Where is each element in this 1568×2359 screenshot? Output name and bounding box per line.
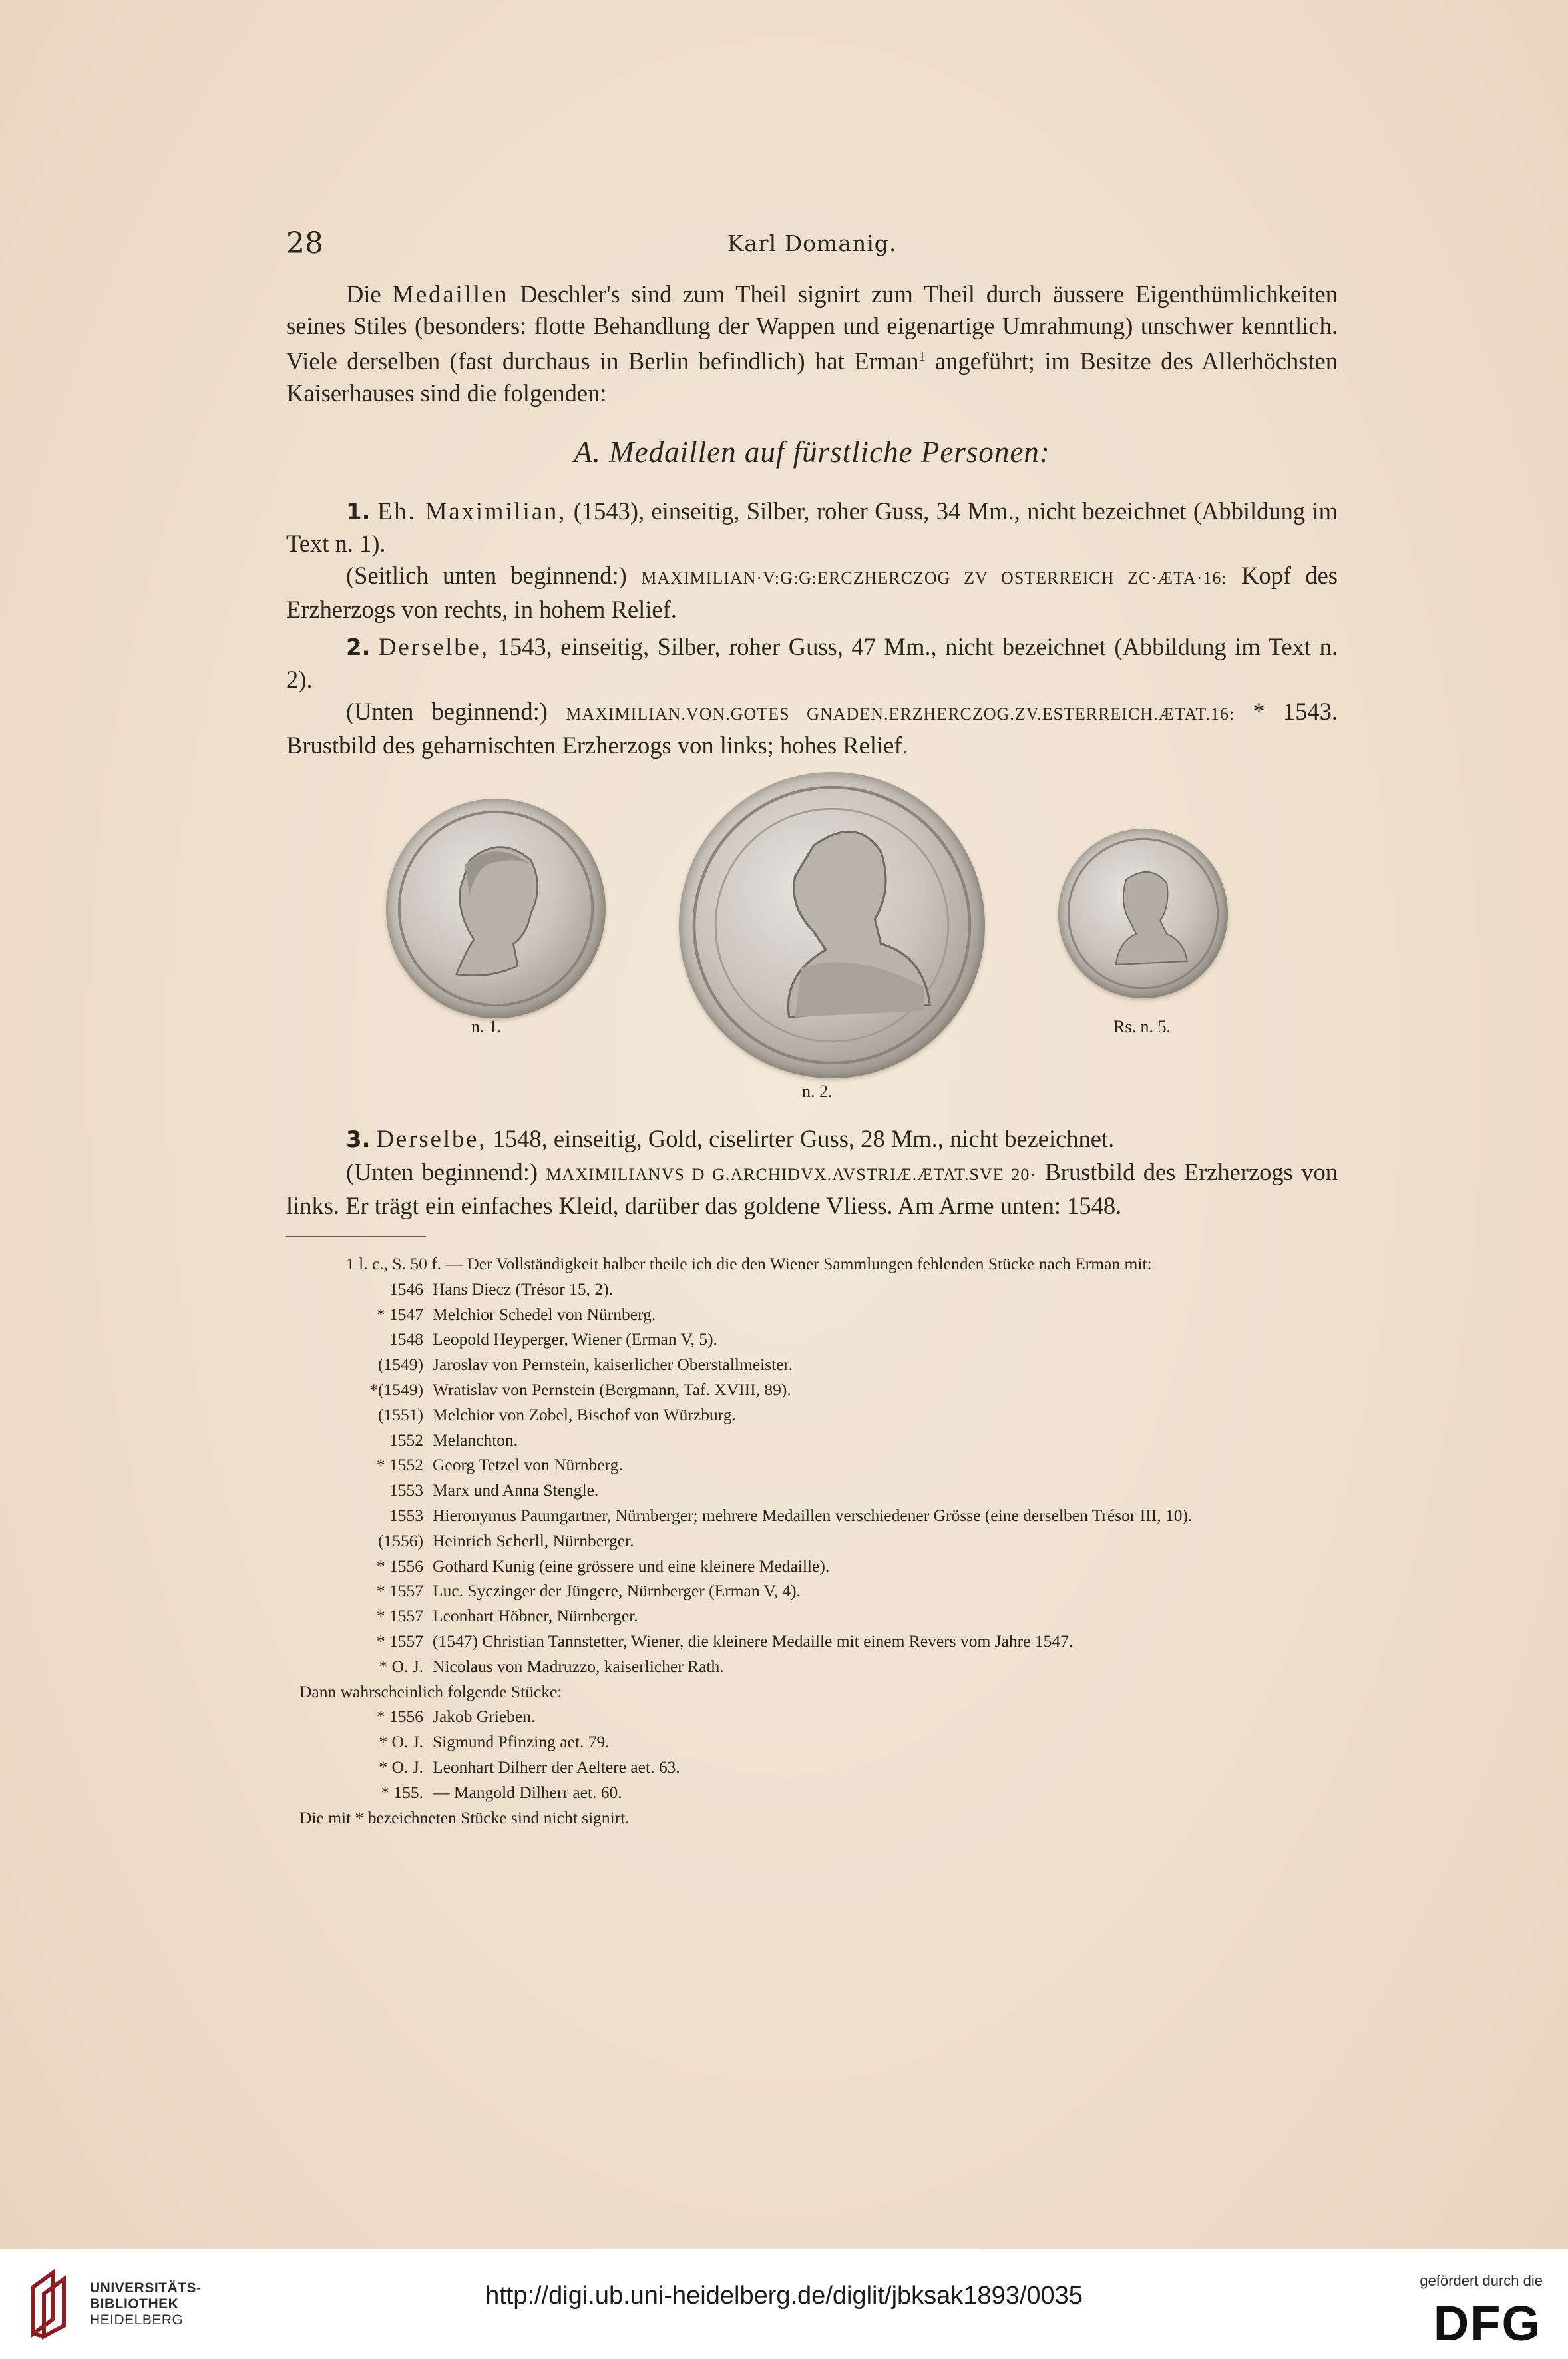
entry-2: 2. Derselbe, 1543, einseitig, Silber, roher Guss, 47 Mm., nicht bezeichnet (Abbildung im Text n. 2). <box>286 632 1338 694</box>
footnote-item-year: (1549) <box>378 1355 423 1375</box>
footnote-item-text: Leonhart Dilherr der Aeltere aet. 63. <box>433 1757 680 1777</box>
footnote-item <box>299 1629 1338 1654</box>
footnote-item-year: * 1556 <box>376 1556 423 1576</box>
footnote-item-text: Marx und Anna Stengle. <box>433 1480 599 1500</box>
footnote-item-year: * O. J. <box>379 1732 423 1752</box>
digitization-footer <box>0 2249 1568 2359</box>
footnote-item <box>299 1352 1338 1377</box>
footnote-item-year: * 1557 <box>376 1606 423 1626</box>
caption-n2: n. 2. <box>802 1082 833 1101</box>
caption-rs-n5: Rs. n. 5. <box>1113 1017 1171 1036</box>
footnote-item-text: Sigmund Pfinzing aet. 79. <box>433 1732 610 1752</box>
source-url[interactable]: http://digi.ub.uni-heidelberg.de/diglit/jbksak1893/0035 <box>485 2282 1083 2310</box>
footnote-item-text: Leonhart Höbner, Nürnberger. <box>433 1606 638 1626</box>
body-text <box>286 278 1338 761</box>
footnote-item <box>299 1654 1338 1679</box>
dfg-logo: DFG <box>1433 2296 1541 2351</box>
footnote-item <box>299 1478 1338 1503</box>
footnote-item <box>299 1554 1338 1579</box>
footnote-item-year: * 1557 <box>376 1581 423 1601</box>
footnote-item <box>299 1302 1338 1327</box>
footnote-item <box>299 1528 1338 1554</box>
footnote-item-text: (1547) Christian Tannstetter, Wiener, die kleinere Medaille mit einem Revers vom Jahre 1547. <box>433 1631 1074 1651</box>
footnote-item-year: * O. J. <box>379 1757 423 1777</box>
medal-rs-n5-image <box>1058 829 1228 998</box>
entry-2-legend: (Unten beginnend:) MAXIMILIAN.VON.GOTES GNADEN.ERZHERCZOG.ZV.ESTERREICH.ÆTAT.16: * 1543. Brustbild des geharnischten Erzherzogs von links; hohes Relief. <box>286 697 1338 759</box>
page-header <box>286 226 1338 266</box>
medal-figure <box>286 772 1338 1118</box>
page-number: 28 <box>286 226 323 260</box>
footnote-item <box>299 1377 1338 1402</box>
entry-3: 3. Derselbe, 1548, einseitig, Gold, ciselirter Guss, 28 Mm., nicht bezeichnet. <box>346 1125 1115 1153</box>
footnote-item <box>299 1780 1338 1805</box>
footnote-item-year: *(1549) <box>369 1379 423 1399</box>
footnote-item-text: Wratislav von Pernstein (Bergmann, Taf. XVIII, 89). <box>433 1379 791 1399</box>
running-head: Karl Domanig. <box>727 230 897 256</box>
footnote-item-year: * O. J. <box>379 1656 423 1676</box>
footnote-item <box>299 1704 1338 1729</box>
library-name: UNIVERSITÄTS- BIBLIOTHEK HEIDELBERG <box>90 2280 202 2328</box>
footnote-item-year: 1553 <box>389 1480 423 1500</box>
footnote-item-year: (1551) <box>378 1404 423 1424</box>
footnote-item-text: Melanchton. <box>433 1430 518 1450</box>
footnote-item-text: Hieronymus Paumgartner, Nürnberger; mehrere Medaillen verschiedener Grösse (eine derselben Trésor III, 10). <box>433 1505 1193 1525</box>
section-title: A. Medaillen auf fürstliche Personen: <box>574 435 1050 469</box>
footnote-item-year: 1552 <box>389 1430 423 1450</box>
footnote-item-text: Melchior von Zobel, Bischof von Würzburg. <box>433 1404 736 1424</box>
footnote-item <box>299 1428 1338 1453</box>
footnote-item-year: (1556) <box>378 1530 423 1550</box>
footnote-item-text: Melchior Schedel von Nürnberg. <box>433 1304 656 1324</box>
footnote-item <box>299 1327 1338 1352</box>
footnote-list <box>299 1277 1338 1679</box>
footnote-item <box>299 1452 1338 1478</box>
medal-n1-image <box>386 799 606 1018</box>
entry-3-legend: (Unten beginnend:) MAXIMILIANVS D G.ARCHIDVX.AVSTRIÆ.ÆTAT.SVE 20· Brustbild des Erzherzogs von links. Er trägt ein einfaches Kleid, darüber das goldene Vliess. Am Arme unten: 1548. <box>286 1158 1338 1219</box>
footnotes <box>299 1251 1338 1830</box>
footnote-item <box>299 1503 1338 1528</box>
portrait-head-right-icon <box>386 799 606 1018</box>
footnote-item-year: * 1547 <box>376 1304 423 1324</box>
footnote-item-year: * 1557 <box>376 1631 423 1651</box>
footnote-item-year: 1553 <box>389 1505 423 1525</box>
caption-n1: n. 1. <box>471 1017 502 1036</box>
footnote-item-text: Hans Diecz (Trésor 15, 2). <box>433 1279 613 1299</box>
footnote-item <box>299 1578 1338 1604</box>
footnote-item <box>299 1729 1338 1755</box>
entry-1-legend: (Seitlich unten beginnend:) MAXIMILIAN·V:G:G:ERCZHERCZOG ZV OSTERREICH ZC·ÆTA·16: Kopf des Erzherzogs von rechts, in hohem Relief. <box>286 561 1338 624</box>
entry-1: 1. Eh. Maximilian, (1543), einseitig, Silber, roher Guss, 34 Mm., nicht bezeichnet (Abbildung im Text n. 1). <box>286 497 1338 558</box>
footnote-item-text: Nicolaus von Madruzzo, kaiserlicher Rath. <box>433 1656 724 1676</box>
footnote-item <box>299 1277 1338 1302</box>
footnote-last: Die mit * bezeichneten Stücke sind nicht signirt. <box>299 1807 630 1827</box>
body-text-continued <box>286 1123 1338 1222</box>
footnote-first-line: 1 l. c., S. 50 f. — Der Vollständigkeit halber theile ich die den Wiener Sammlungen fehlenden Stücke nach Erman mit: <box>346 1254 1152 1273</box>
footnote-item-year: 1546 <box>389 1279 423 1299</box>
footnote-item-year: * 1556 <box>376 1707 423 1727</box>
footnote-item <box>299 1604 1338 1629</box>
footnote-item-text: Jakob Grieben. <box>433 1707 536 1727</box>
portrait-bust-left-icon <box>679 772 985 1078</box>
footnote-item-year: * 155. <box>381 1782 423 1802</box>
footnote-item-text: Gothard Kunig (eine grössere und eine kleinere Medaille). <box>433 1556 830 1576</box>
portrait-bearded-right-icon <box>1058 829 1228 998</box>
footnote-item-text: Jaroslav von Pernstein, kaiserlicher Oberstallmeister. <box>433 1355 793 1375</box>
footnote-item-text: Luc. Syczinger der Jüngere, Nürnberger (Erman V, 4). <box>433 1581 801 1601</box>
footnote-item-year: * 1552 <box>376 1455 423 1475</box>
footnote-item-text: — Mangold Dilherr aet. 60. <box>433 1782 622 1802</box>
footnote-rule <box>286 1236 426 1237</box>
footnote-then: Dann wahrscheinlich folgende Stücke: <box>299 1681 562 1701</box>
medal-n2-image <box>679 772 985 1078</box>
footnote-item <box>299 1402 1338 1428</box>
footnote-item-text: Heinrich Scherll, Nürnberger. <box>433 1530 634 1550</box>
funded-by-label: gefördert durch die <box>1420 2272 1543 2289</box>
footnote-item-year: 1548 <box>389 1329 423 1349</box>
intro-paragraph: Die Medaillen Deschler's sind zum Theil signirt zum Theil durch äussere Eigenthümlichkeiten seines Stiles (besonders: flotte Behandlung der Wappen und eigenartige Umrahmung) unschwer kenntlich. Viele derselben (fast durchaus in Berlin befindlich) hat Erman$^1$ angeführt; im Besitze des Allerhöchsten Kaiserhauses sind die folgenden: <box>286 280 1338 407</box>
footnote-list-2 <box>299 1704 1338 1805</box>
footnote-item <box>299 1755 1338 1780</box>
footnote-item-text: Georg Tetzel von Nürnberg. <box>433 1455 623 1475</box>
footnote-item-text: Leopold Heyperger, Wiener (Erman V, 5). <box>433 1329 718 1349</box>
